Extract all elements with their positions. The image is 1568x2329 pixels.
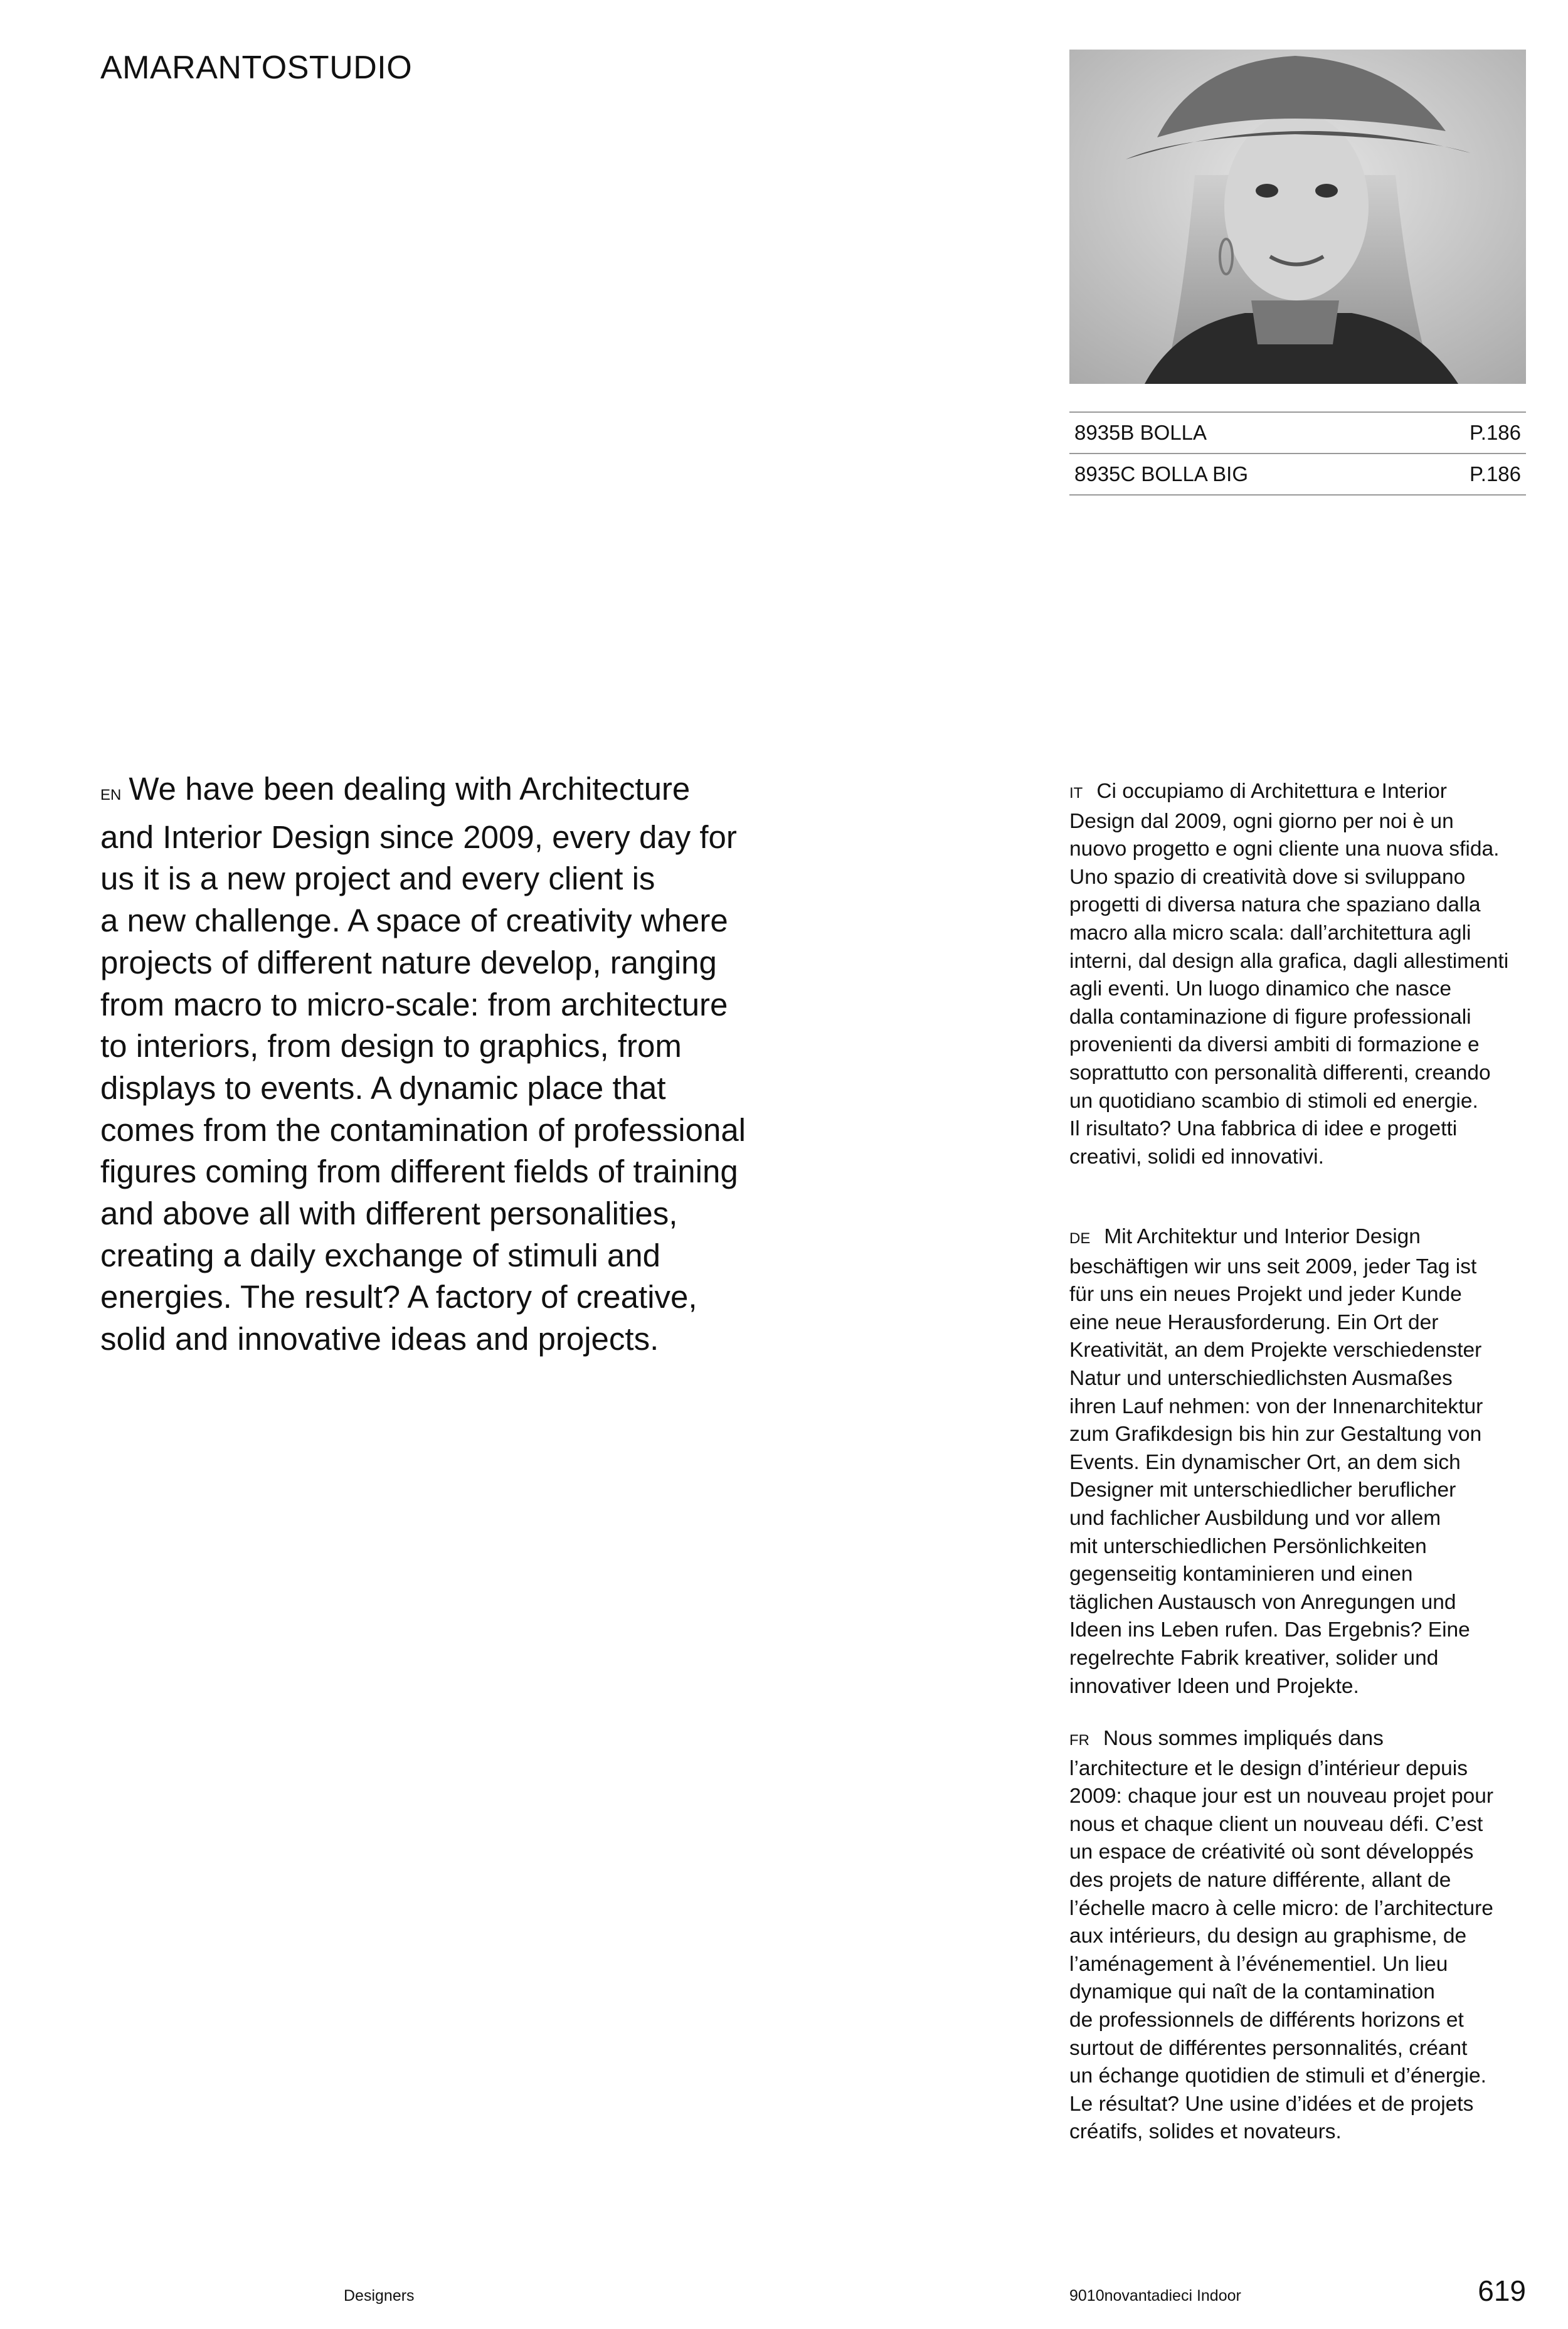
- description-text: Mit Architektur und Interior Design beschäftigen wir uns seit 2009, jeder Tag ist für uns ein neues Projekt und jeder Kunde eine neue Herausforderung. Ein Ort der Kreativität, an dem Projekte verschiedenster Natur und unterschiedlichsten Ausmaßes ihren Lauf nehmen: von der Innenarchitektur zum Grafikdesign bis hin zur Gestaltung von Events. Ein dynamischer Ort, an dem sich Designer mit unterschiedlicher beruflicher und fachlicher Ausbildung und vor allem mit unterschiedlichen Persönlichkeiten gegenseitig kontaminieren und einen täglichen Austausch von Anregungen und Ideen ins Leben rufen. Das Ergebnis? Eine regelrechte Fabrik kreativer, solider und innovativer Ideen und Projekte.: [1069, 1225, 1483, 1698]
- description-en: [100, 768, 828, 1361]
- language-label: DE: [1069, 1230, 1091, 1247]
- footer-catalog: 9010novantadieci Indoor: [1069, 2287, 1241, 2305]
- product-page: P.186: [1470, 462, 1521, 485]
- footer-section: Designers: [344, 2287, 415, 2305]
- language-label: FR: [1069, 1732, 1089, 1749]
- product-list: [1069, 411, 1526, 496]
- description-text: We have been dealing with Architecture and Interior Design since 2009, every day for us it is a new project and every client is a new challenge. A space of creativity where projects of different nature develop, ranging from macro to micro-scale: from architecture to interiors, from design to graphics, from displays to events. A dynamic place that comes from the contamination of professional figures coming from different fields of training and above all with different personalities, creating a daily exchange of stimuli and energies. The result? A factory of creative, solid and innovative ideas and projects.: [100, 771, 746, 1357]
- language-label: EN: [100, 787, 122, 804]
- product-code: 8935C BOLLA BIG: [1074, 462, 1249, 485]
- description-text: Nous sommes impliqués dans l’architecture et le design d’intérieur depuis 2009: chaque jour est un nouveau projet pour nous et chaque client un nouveau défi. C’est un espace de créativité où sont développés des projets de nature différente, allant de l’échelle macro à celle micro: de l’architecture aux intérieurs, du design au graphisme, de l’aménagement à l’événementiel. Un lieu dynamique qui naît de la contamination de professionnels de différents horizons et surtout de différentes personnalités, créant un échange quotidien de stimuli et d’énergie. Le résultat? Une usine d’idées et de projets créatifs, solides et novateurs.: [1069, 1727, 1494, 2144]
- language-label: IT: [1069, 785, 1083, 802]
- designer-portrait-photo: [1069, 50, 1526, 384]
- product-code: 8935B BOLLA: [1074, 421, 1207, 444]
- description-de: [1069, 1223, 1546, 1700]
- product-row[interactable]: [1069, 413, 1526, 454]
- designer-name: AMARANTOSTUDIO: [100, 50, 413, 86]
- page-number: 619: [1478, 2274, 1526, 2307]
- description-it: [1069, 778, 1546, 1171]
- product-page: P.186: [1470, 421, 1521, 444]
- description-text: Ci occupiamo di Architettura e Interior Design dal 2009, ogni giorno per noi è un nuovo progetto e ogni cliente una nuova sfida. Uno spazio di creatività dove si sviluppano progetti di diversa natura che spaziano dalla macro alla micro scala: dall’architettura agli interni, dal design alla grafica, dagli allestimenti agli eventi. Un luogo dinamico che nasce dalla contaminazione di figure professionali provenienti da diversi ambiti di formazione e soprattutto con personalità differenti, creando un quotidiano scambio di stimoli ed energie. Il risultato? Una fabbrica di idee e progetti creativi, solidi ed innovativi.: [1069, 780, 1509, 1169]
- product-row[interactable]: [1069, 454, 1526, 496]
- description-fr: [1069, 1725, 1546, 2146]
